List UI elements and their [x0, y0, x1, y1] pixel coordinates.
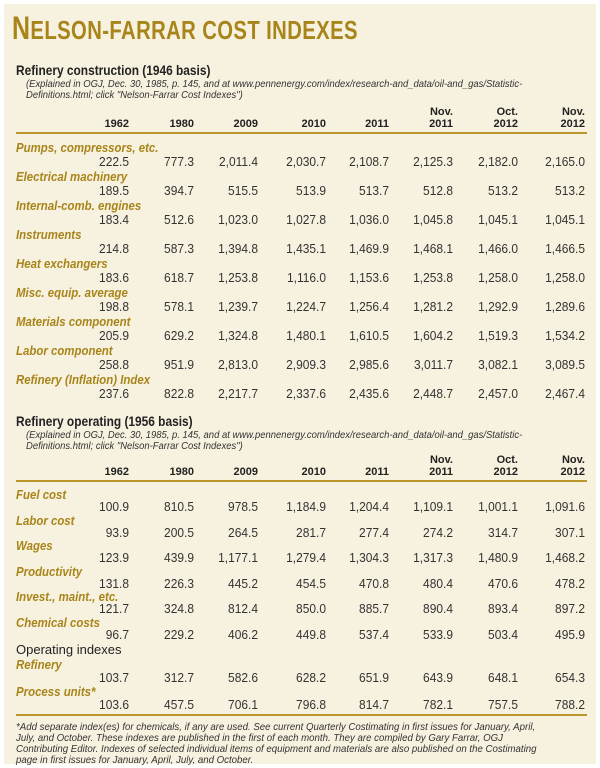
row-value: 513.2 — [555, 183, 585, 198]
row-value: 307.1 — [555, 525, 585, 540]
row-value: 1,469.9 — [349, 241, 389, 256]
row-value: 1,289.6 — [545, 299, 585, 314]
row-value: 1,036.0 — [349, 212, 389, 227]
row-label: Labor component — [16, 343, 113, 358]
row-value: 495.9 — [555, 627, 585, 642]
row-label: Instruments — [16, 227, 82, 242]
column-header-line1: Oct. — [496, 106, 518, 118]
row-value: 788.2 — [555, 697, 585, 712]
row-value: 648.1 — [488, 670, 518, 685]
row-value: 1,604.2 — [413, 328, 453, 343]
row-value: 470.6 — [488, 576, 518, 591]
row-value: 2,182.0 — [478, 154, 518, 169]
row-value: 2,337.6 — [286, 386, 326, 401]
row-value: 1,045.8 — [413, 212, 453, 227]
row-value: 582.6 — [228, 670, 258, 685]
row-value: 470.8 — [359, 576, 389, 591]
row-value: 226.3 — [164, 576, 194, 591]
row-value: 183.6 — [99, 270, 129, 285]
row-value: 654.3 — [555, 670, 585, 685]
row-value: 706.1 — [228, 697, 258, 712]
row-value: 1,027.8 — [286, 212, 326, 227]
row-value: 258.8 — [99, 357, 129, 372]
row-value: 2,457.0 — [478, 386, 518, 401]
row-value: 200.5 — [164, 525, 194, 540]
row-value: 394.7 — [164, 183, 194, 198]
row-value: 1,468.1 — [413, 241, 453, 256]
row-value: 214.8 — [99, 241, 129, 256]
row-value: 103.7 — [99, 670, 129, 685]
row-value: 812.4 — [228, 601, 258, 616]
row-value: 1,468.2 — [545, 550, 585, 565]
row-value: 951.9 — [164, 357, 194, 372]
row-label: Refinery (Inflation) Index — [16, 372, 151, 387]
column-header-line2: 2011 — [365, 118, 389, 130]
row-value: 1,466.5 — [545, 241, 585, 256]
row-value: 123.9 — [99, 550, 129, 565]
row-value: 533.9 — [423, 627, 453, 642]
row-value: 131.8 — [99, 576, 129, 591]
construction-note-line2: Definitions.html; click "Nelson-Farrar Cost Indexes") — [26, 89, 243, 101]
row-value: 100.9 — [99, 499, 129, 514]
column-header-line2: 2009 — [233, 466, 258, 478]
row-label: Wages — [16, 538, 53, 553]
row-label: Fuel cost — [16, 487, 67, 502]
column-header-line2: 1980 — [169, 466, 194, 478]
row-value: 777.3 — [164, 154, 194, 169]
row-value: 1,184.9 — [286, 499, 326, 514]
row-value: 537.4 — [359, 627, 389, 642]
column-header-line2: 2011 — [365, 466, 389, 478]
row-value: 1,435.1 — [286, 241, 326, 256]
row-value: 850.0 — [296, 601, 326, 616]
row-value: 189.5 — [99, 183, 129, 198]
row-value: 978.5 — [228, 499, 258, 514]
row-value: 1,224.7 — [286, 299, 326, 314]
column-header-line2: 2009 — [233, 118, 258, 130]
row-value: 264.5 — [228, 525, 258, 540]
row-value: 2,467.4 — [545, 386, 585, 401]
row-value: 1,466.0 — [478, 241, 518, 256]
column-header-line2: 2012 — [493, 466, 518, 478]
row-label: Labor cost — [16, 513, 75, 528]
row-value: 503.4 — [488, 627, 518, 642]
row-value: 1,317.3 — [413, 550, 453, 565]
row-value: 1,279.4 — [286, 550, 326, 565]
row-value: 1,258.0 — [478, 270, 518, 285]
row-value: 885.7 — [359, 601, 389, 616]
row-value: 515.5 — [228, 183, 258, 198]
row-label: Invest., maint., etc. — [16, 589, 119, 604]
row-value: 314.7 — [488, 525, 518, 540]
footnote: *Add separate index(es) for chemicals, if any are used. See current Quarterly Costimating in first issues for January, April, July, and October. These indexes are published in the first of each month. They are compiled by Gary Farrar, OGJ Contributing Editor. Indexes of selected individual items of equipment and materials are also published on the Costimating page in first issues for January, April, July, and October. — [16, 721, 537, 766]
row-value: 643.9 — [423, 670, 453, 685]
row-value: 1,256.4 — [349, 299, 389, 314]
column-header-line2: 2011 — [429, 118, 453, 130]
row-value: 1,534.2 — [545, 328, 585, 343]
operating-note-line1: (Explained in OGJ, Dec. 30, 1985, p. 145, and at www.pennenergy.com/index/research-and_data/oil-and_gas/Statistic- — [26, 429, 523, 441]
row-value: 578.1 — [164, 299, 194, 314]
row-value: 893.4 — [488, 601, 518, 616]
row-value: 2,011.4 — [218, 154, 258, 169]
row-value: 281.7 — [296, 525, 326, 540]
column-header-line2: 2012 — [560, 466, 585, 478]
row-value: 1,177.1 — [218, 550, 258, 565]
row-value: 1,253.8 — [413, 270, 453, 285]
row-value: 480.4 — [423, 576, 453, 591]
construction-heading: Refinery construction (1946 basis) — [16, 62, 211, 78]
column-header-line2: 2012 — [493, 118, 518, 130]
column-header-line2: 1980 — [169, 118, 194, 130]
column-header-line2: 1962 — [104, 118, 129, 130]
column-header-line2: 1962 — [104, 466, 129, 478]
row-value: 1,204.4 — [349, 499, 389, 514]
page-title: NELSON-FARRAR COST INDEXES — [12, 10, 358, 46]
row-label: Refinery — [16, 657, 62, 672]
column-header-line1: Nov. — [561, 106, 585, 118]
row-value: 513.9 — [296, 183, 326, 198]
column-header-line1: Nov. — [429, 106, 453, 118]
row-value: 277.4 — [359, 525, 389, 540]
row-value: 1,001.1 — [478, 499, 518, 514]
row-value: 2,813.0 — [218, 357, 258, 372]
row-value: 103.6 — [99, 697, 129, 712]
row-value: 439.9 — [164, 550, 194, 565]
row-value: 1,091.6 — [545, 499, 585, 514]
row-label: Internal-comb. engines — [16, 198, 142, 213]
row-value: 454.5 — [296, 576, 326, 591]
row-value: 93.9 — [105, 525, 129, 540]
row-value: 478.2 — [555, 576, 585, 591]
row-value: 445.2 — [228, 576, 258, 591]
row-value: 229.2 — [164, 627, 194, 642]
row-value: 796.8 — [296, 697, 326, 712]
row-value: 1,253.8 — [218, 270, 258, 285]
row-value: 651.9 — [359, 670, 389, 685]
row-value: 96.7 — [105, 627, 129, 642]
row-value: 1,116.0 — [286, 270, 326, 285]
row-value: 121.7 — [99, 601, 129, 616]
row-value: 1,109.1 — [413, 499, 453, 514]
row-value: 406.2 — [228, 627, 258, 642]
row-value: 822.8 — [164, 386, 194, 401]
row-value: 2,217.7 — [218, 386, 258, 401]
column-header-line2: 2012 — [560, 118, 585, 130]
row-value: 3,089.5 — [545, 357, 585, 372]
row-label: Electrical machinery — [16, 169, 128, 184]
row-value: 512.6 — [164, 212, 194, 227]
row-value: 1,394.8 — [218, 241, 258, 256]
column-header-line1: Nov. — [429, 454, 453, 466]
row-value: 2,435.6 — [349, 386, 389, 401]
row-value: 237.6 — [99, 386, 129, 401]
row-value: 1,258.0 — [545, 270, 585, 285]
row-value: 205.9 — [99, 328, 129, 343]
row-value: 587.3 — [164, 241, 194, 256]
row-value: 2,909.3 — [286, 357, 326, 372]
row-value: 1,610.5 — [349, 328, 389, 343]
row-value: 1,324.8 — [218, 328, 258, 343]
row-label: Materials component — [16, 314, 131, 329]
row-value: 3,011.7 — [413, 357, 453, 372]
row-value: 897.2 — [555, 601, 585, 616]
row-value: 222.5 — [99, 154, 129, 169]
column-header-line1: Oct. — [496, 454, 518, 466]
row-label: Misc. equip. average — [16, 285, 128, 300]
row-value: 1,153.6 — [349, 270, 389, 285]
row-value: 449.8 — [296, 627, 326, 642]
row-value: 1,045.1 — [545, 212, 585, 227]
row-value: 1,023.0 — [218, 212, 258, 227]
row-value: 2,030.7 — [286, 154, 326, 169]
row-value: 1,519.3 — [478, 328, 518, 343]
row-value: 618.7 — [164, 270, 194, 285]
row-value: 1,304.3 — [349, 550, 389, 565]
operating-indexes-heading: Operating indexes — [16, 642, 122, 657]
row-value: 1,239.7 — [218, 299, 258, 314]
row-value: 1,480.1 — [286, 328, 326, 343]
construction-header-rule — [16, 132, 587, 134]
operating-note-line2: Definitions.html; click "Nelson-Farrar Cost Indexes") — [26, 440, 243, 452]
row-value: 274.2 — [423, 525, 453, 540]
row-value: 513.2 — [488, 183, 518, 198]
row-value: 2,125.3 — [413, 154, 453, 169]
footnote-rule — [16, 714, 587, 716]
row-value: 1,480.9 — [478, 550, 518, 565]
row-value: 1,281.2 — [413, 299, 453, 314]
column-header-line2: 2010 — [301, 118, 326, 130]
row-value: 782.1 — [423, 697, 453, 712]
row-value: 814.7 — [359, 697, 389, 712]
row-value: 198.8 — [99, 299, 129, 314]
row-value: 183.4 — [99, 212, 129, 227]
row-value: 810.5 — [164, 499, 194, 514]
row-value: 512.8 — [423, 183, 453, 198]
row-value: 2,985.6 — [349, 357, 389, 372]
row-label: Productivity — [16, 564, 83, 579]
construction-note-line1: (Explained in OGJ, Dec. 30, 1985, p. 145, and at www.pennenergy.com/index/research-and_data/oil-and_gas/Statistic- — [26, 78, 523, 90]
row-value: 2,108.7 — [349, 154, 389, 169]
row-value: 2,165.0 — [545, 154, 585, 169]
row-value: 457.5 — [164, 697, 194, 712]
column-header-line1: Nov. — [561, 454, 585, 466]
row-value: 757.5 — [488, 697, 518, 712]
row-value: 628.2 — [296, 670, 326, 685]
row-value: 324.8 — [164, 601, 194, 616]
column-header-line2: 2011 — [429, 466, 453, 478]
row-value: 629.2 — [164, 328, 194, 343]
row-label: Process units* — [16, 684, 96, 699]
row-value: 312.7 — [164, 670, 194, 685]
column-header-line2: 2010 — [301, 466, 326, 478]
row-label: Heat exchangers — [16, 256, 108, 271]
row-label: Pumps, compressors, etc. — [16, 140, 159, 155]
operating-heading: Refinery operating (1956 basis) — [16, 413, 193, 429]
operating-header-rule — [16, 480, 587, 482]
row-value: 3,082.1 — [478, 357, 518, 372]
row-value: 1,045.1 — [478, 212, 518, 227]
row-value: 2,448.7 — [413, 386, 453, 401]
row-value: 1,292.9 — [478, 299, 518, 314]
row-label: Chemical costs — [16, 615, 100, 630]
row-value: 890.4 — [423, 601, 453, 616]
row-value: 513.7 — [359, 183, 389, 198]
